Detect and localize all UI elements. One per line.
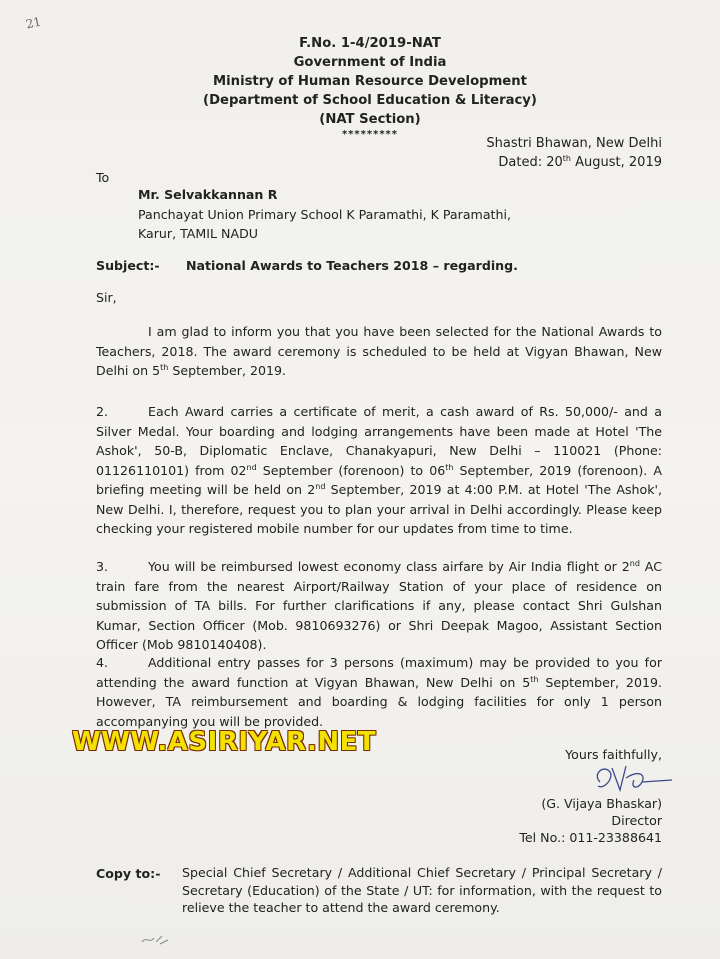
recipient-address	[138, 185, 578, 244]
recipient-name: Mr. Selvakkannan R	[138, 187, 278, 202]
department-line: (Department of School Education & Literacy)	[203, 93, 537, 108]
salutation: Sir,	[96, 290, 117, 305]
government-line: Government of India	[293, 55, 447, 70]
website-watermark: WWW.ASIRIYAR.NET	[72, 727, 377, 757]
header-separator: *********	[341, 129, 399, 140]
date-line: Dated: 20th August, 2019	[498, 154, 662, 170]
signatory-block	[402, 795, 662, 846]
paragraph-4: 4. Additional entry passes for 3 persons (maximum) may be provided to you for attending the award function at Vigyan Bhawan, New Delhi on 5th September, 2019. However, TA reimbursement and boarding & lodging facilities for only 1 person accompanying you will be provided.	[96, 655, 662, 729]
ministry-line: Ministry of Human Resource Development	[213, 74, 527, 89]
scribble-mark-icon	[140, 932, 170, 946]
place-date-block	[402, 134, 662, 172]
subject-label: Subject:-	[96, 258, 160, 273]
closing: Yours faithfully,	[565, 747, 662, 762]
copy-to-label: Copy to:-	[96, 866, 161, 881]
file-number: F.No. 1-4/2019-NAT	[299, 36, 441, 51]
recipient-line-1: Panchayat Union Primary School K Paramathi, K Paramathi,	[138, 206, 511, 222]
page-number: 21	[24, 14, 43, 32]
paragraph-number: 2.	[96, 404, 109, 419]
to-label: To	[96, 170, 110, 185]
section-line: (NAT Section)	[319, 112, 421, 127]
paragraph-number: 4.	[96, 655, 109, 670]
signatory-phone: Tel No.: 011-23388641	[519, 830, 662, 845]
paragraph-1: I am glad to inform you that you have been selected for the National Awards to Teachers, 2018. The award ceremony is scheduled to be held at Vigyan Bhawan, New Delhi on 5th September, 2019.	[96, 324, 662, 378]
recipient-line-2: Karur, TAMIL NADU	[138, 226, 258, 241]
paragraph-number: 3.	[96, 559, 109, 574]
place: Shastri Bhawan, New Delhi	[486, 136, 662, 151]
signatory-designation: Director	[611, 813, 662, 828]
signature-icon	[586, 760, 676, 800]
paragraph-2: 2. Each Award carries a certificate of merit, a cash award of Rs. 50,000/- and a Silver Medal. Your boarding and lodging arrangements have been made at Hotel 'The Ashok', 50-B, Diplomatic Enclave, Chanakyapuri, New Delhi – 110021 (Phone: 01126110101) from 02nd September (forenoon) to 06th September, 2019 (forenoon). A briefing meeting will be held on 2nd September, 2019 at 4:00 P.M. at Hotel 'The Ashok', New Delhi. I, therefore, request you to plan your arrival in Delhi accordingly. Please keep checking your registered mobile number for our updates from time to time.	[96, 404, 662, 536]
signatory-name: (G. Vijaya Bhaskar)	[541, 796, 662, 811]
subject-text: National Awards to Teachers 2018 – regarding.	[186, 258, 518, 273]
letter-header	[180, 34, 560, 141]
paragraph-3: 3. You will be reimbursed lowest economy class airfare by Air India flight or 2nd AC train fare from the nearest Airport/Railway Station of your place of residence on submission of TA bills. For further clarifications if any, please contact Shri Gulshan Kumar, Section Officer (Mob. 9810693276) or Shri Deepak Magoo, Assistant Section Officer (Mob 9810140408).	[96, 559, 662, 652]
copy-to-text: Special Chief Secretary / Additional Chief Secretary / Principal Secretary / Secretary (Education) of the State / UT: for information, with the request to relieve the teacher to attend the award ceremony.	[182, 865, 662, 915]
